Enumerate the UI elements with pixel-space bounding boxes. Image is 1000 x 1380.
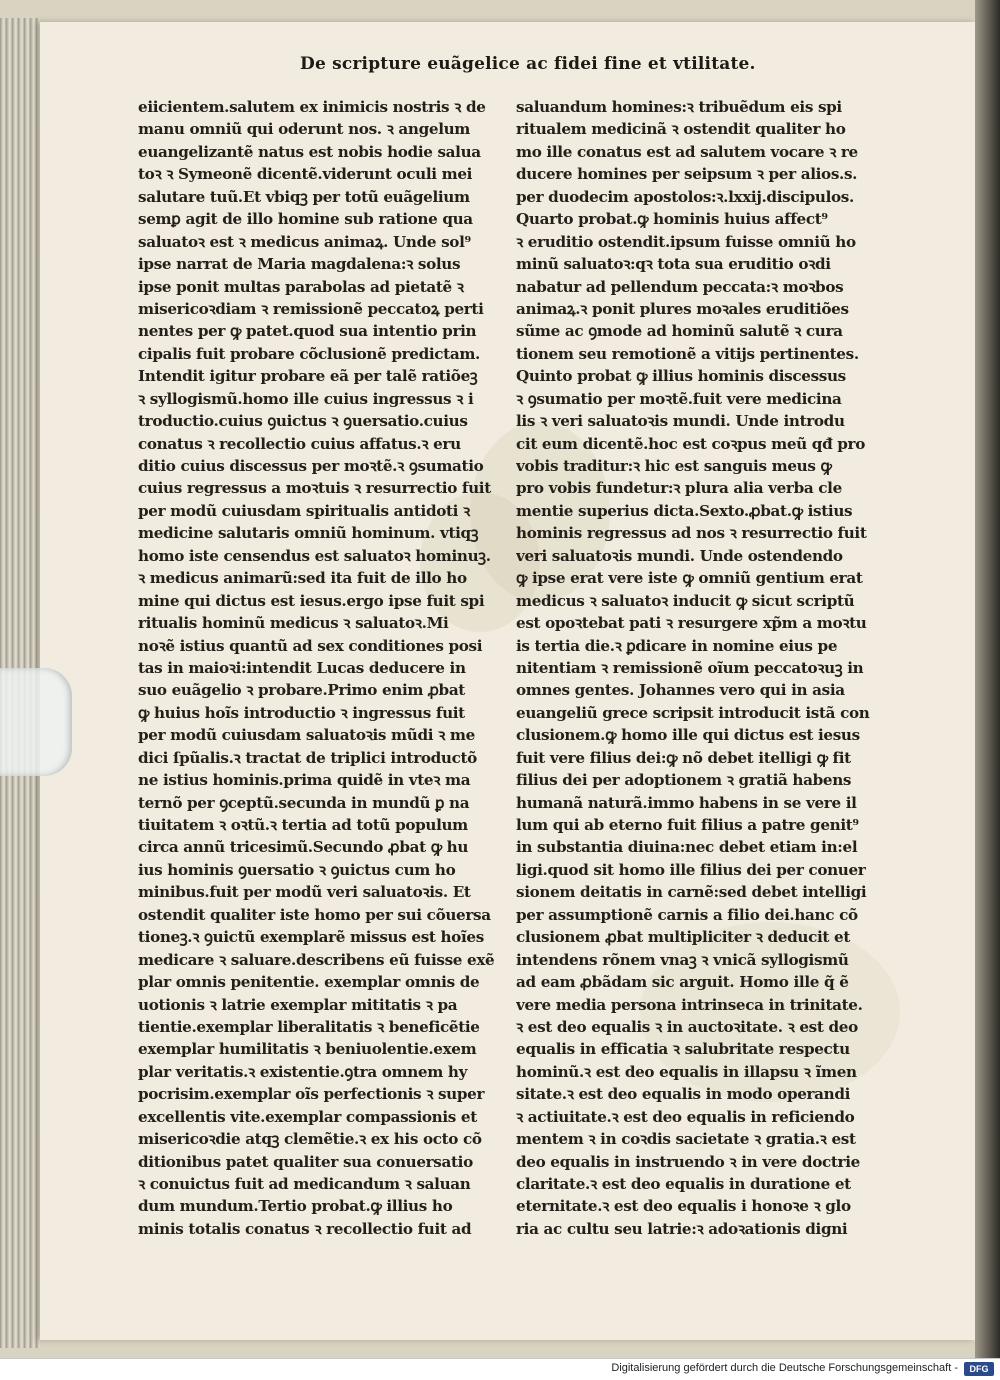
text-line: in substantia diuina:nec debet etiam in:el <box>516 838 858 857</box>
text-line: toꝛ ꝛ Symeonẽ dicentẽ.viderunt oculi mei <box>138 165 473 184</box>
text-line: per duodecim apostolos:ꝛ.lxxij.discipulos. <box>516 187 854 206</box>
text-line: ne istius hominis.prima quidẽ in vteꝛ ma <box>138 771 471 790</box>
text-line: euangelizantẽ natus est nobis hodie salua <box>138 142 481 161</box>
text-line: salutare tuũ.Et vbiqꝫ per totũ euãgelium <box>138 187 470 206</box>
text-line: cit eum dicentẽ.hoc est coꝛpus meũ qđ pro <box>516 434 865 453</box>
text-line: mine qui dictus est iesus.ergo ipse fuit spi <box>138 591 485 610</box>
footer-credit: Digitalisierung gefördert durch die Deutsche Forschungsgemeinschaft - <box>611 1362 958 1374</box>
text-line: ad eam ꝓbãdam sic arguit. Homo ille q̃ ẽ <box>516 973 849 992</box>
text-line: ipse ponit multas parabolas ad pietatẽ ꝛ <box>138 277 464 296</box>
text-line: pocrisim.exemplar oĩs perfectionis ꝛ super <box>138 1085 485 1104</box>
text-line: nabatur ad pellendum peccata:ꝛ moꝛbos <box>516 277 844 296</box>
text-line: intendens rõnem vnaꝫ ꝛ vnicã syllogismũ <box>516 950 849 969</box>
text-line: ꝛ eruditio ostendit.ipsum fuisse omniũ ho <box>516 232 856 251</box>
text-line: vere media persona intrinseca in trinitate. <box>516 995 863 1014</box>
text-line: pro vobis fundetur:ꝛ plura alia verba cle <box>516 479 842 498</box>
text-line: ritualem medicinã ꝛ ostendit qualiter ho <box>516 120 846 139</box>
text-line: medicare ꝛ saluare.describens eũ fuisse exẽ <box>138 950 495 969</box>
text-line: fuit vere filius dei:ꝙ nõ debet itelligi ꝙ fit <box>516 748 851 767</box>
text-line: tiuitatem ꝛ oꝛtũ.ꝛ tertia ad totũ populum <box>138 816 468 834</box>
text-line: saluandum homines:ꝛ tribuẽdum eis spi <box>516 98 842 116</box>
dfg-logo: DFG <box>964 1362 994 1376</box>
text-line: per modũ cuiusdam spiritualis antidoti ꝛ <box>138 501 470 520</box>
text-line: misericoꝛdie atqꝫ clemẽtie.ꝛ ex his octo cõ <box>138 1130 482 1149</box>
text-line: ꝛ medicus animarũ:sed ita fuit de illo ho <box>138 569 467 588</box>
text-line: per assumptionẽ carnis a filio dei.hanc cõ <box>516 905 858 924</box>
text-line: ꝛ ꝯsumatio per moꝛtẽ.fuit vere medicina <box>516 389 842 408</box>
text-line: ditionibus patet qualiter sua conuersatio <box>138 1152 473 1171</box>
text-line: claritate.ꝛ est deo equalis in duratione et <box>516 1175 851 1193</box>
text-line: noꝛẽ istius quantũ ad sex conditiones posi <box>138 636 483 655</box>
text-line: minis totalis conatus ꝛ recollectio fuit ad <box>138 1219 472 1238</box>
text-line: omnes gentes. Johannes vero qui in asia <box>516 681 845 700</box>
text-line: equalis in efficatia ꝛ salubritate respectu <box>516 1040 850 1059</box>
text-line: hominis regressus ad nos ꝛ resurrectio fuit <box>516 524 867 543</box>
text-line: euangeliũ grece scripsit introducit istã con <box>516 703 870 722</box>
text-line: ꝛ est deo equalis ꝛ in auctoꝛitate. ꝛ est deo <box>516 1017 858 1036</box>
text-line: ostendit qualiter iste homo per sui cõuersa <box>138 905 491 924</box>
text-line: ria ac cultu seu latrie:ꝛ adoꝛationis digni <box>516 1219 848 1238</box>
text-line: cipalis fuit probare cõclusionẽ predictam. <box>138 344 480 363</box>
text-line: tioneꝫ.ꝛ ꝯuictũ exemplarẽ missus est hoĩes <box>138 928 484 947</box>
text-line: homo iste censendus est saluatoꝛ hominuꝫ. <box>138 546 491 565</box>
text-line: semꝑ agit de illo homine sub ratione qua <box>138 210 473 229</box>
text-line: circa annũ tricesimũ.Secundo ꝓbat ꝙ hu <box>138 838 469 857</box>
text-line: mentem ꝛ in coꝛdis sacietate ꝛ gratia.ꝛ est <box>516 1130 856 1149</box>
text-line: plar veritatis.ꝛ existentie.ꝯtra omnem hy <box>138 1062 468 1081</box>
text-line: tas in maioꝛi:intendit Lucas deducere in <box>138 658 466 677</box>
text-line: sũme ac ꝯmode ad hominũ salutẽ ꝛ cura <box>516 322 843 341</box>
text-line: Quarto probat.ꝙ hominis huius affect⁹ <box>516 210 828 229</box>
bookmark-clip <box>0 668 72 776</box>
text-line: deo equalis in instruendo ꝛ in vere doctrie <box>516 1152 860 1171</box>
text-line: ꝙ ipse erat vere iste ꝙ omniũ gentium erat <box>516 569 863 588</box>
text-line: lis ꝛ veri saluatoꝛis mundi. Unde introdu <box>516 412 845 431</box>
text-line: ꝙ huius hoĩs introductio ꝛ ingressus fuit <box>138 703 465 722</box>
text-line: nitentiam ꝛ remissionẽ oĩum peccatoꝛuꝫ in <box>516 658 864 677</box>
text-line: ducere homines per seipsum ꝛ per alios.s. <box>516 165 858 184</box>
left-text-column <box>138 96 496 1240</box>
text-line: tionem seu remotionẽ a vitijs pertinentes. <box>516 344 859 363</box>
text-line: plar omnis penitentie. exemplar omnis de <box>138 973 480 992</box>
text-line: dum mundum.Tertio probat.ꝙ illius ho <box>138 1197 453 1216</box>
text-line: Quinto probat ꝙ illius hominis discessus <box>516 367 846 386</box>
text-line: mentie superius dicta.Sexto.ꝓbat.ꝙ istius <box>516 501 853 520</box>
text-line: Intendit igitur probare eã per talẽ ratiõeꝫ <box>138 367 478 386</box>
text-line: animaꝝ.ꝛ ponit plures moꝛales eruditiões <box>516 299 849 318</box>
text-line: est opoꝛtebat pati ꝛ resurgere xp̃m a moꝛtu <box>516 614 867 633</box>
text-line: eternitate.ꝛ est deo equalis i honoꝛe ꝛ glo <box>516 1197 851 1216</box>
text-line: cuius regressus a moꝛtuis ꝛ resurrectio fuit <box>138 479 491 498</box>
text-line: is tertia die.ꝛ ꝑdicare in nomine eius pe <box>516 636 838 655</box>
text-line: vobis traditur:ꝛ hic est sanguis meus ꝙ <box>516 457 832 475</box>
text-line: uotionis ꝛ latrie exemplar mititatis ꝛ pa <box>138 995 458 1014</box>
text-line: ipse narrat de Maria magdalena:ꝛ solus <box>138 255 461 274</box>
text-line: lum qui ab eterno fuit filius a patre genit⁹ <box>516 816 859 834</box>
text-line: suo euãgelio ꝛ probare.Primo enim ꝓbat <box>138 681 465 700</box>
text-line: misericoꝛdiam ꝛ remissionẽ peccatoꝝ perti <box>138 299 484 318</box>
text-line: ꝛ conuictus fuit ad medicandum ꝛ saluan <box>138 1175 471 1193</box>
text-line: mo ille conatus est ad salutem vocare ꝛ re <box>516 142 858 161</box>
text-line: dici ſpũalis.ꝛ tractat de triplici introductõ <box>138 748 477 767</box>
facing-page-gutter <box>975 0 1000 1358</box>
text-line: ius hominis ꝯuersatio ꝛ ꝯuictus cum ho <box>138 860 456 879</box>
text-line: conatus ꝛ recollectio cuius affatus.ꝛ eru <box>138 434 461 453</box>
text-line: medicine salutaris omniũ hominum. vtiqꝫ <box>138 524 479 543</box>
text-line: exemplar humilitatis ꝛ beniuolentie.exem <box>138 1040 477 1059</box>
text-line: veri saluatoꝛis mundi. Unde ostendendo <box>516 546 843 565</box>
digitization-footer <box>0 1358 1000 1380</box>
text-line: humanã naturã.immo habens in se vere il <box>516 793 857 812</box>
text-line: ternõ per ꝯceptũ.secunda in mundũ ꝑ na <box>138 793 470 812</box>
text-line: clusionem ꝓbat multipliciter ꝛ deducit et <box>516 928 850 947</box>
text-line: filius dei per adoptionem ꝛ gratiã habens <box>516 771 852 790</box>
right-text-column <box>516 96 870 1240</box>
text-line: ꝛ syllogismũ.homo ille cuius ingressus ꝛ i <box>138 389 474 408</box>
text-line: troductio.cuius ꝯuictus ꝛ ꝯuersatio.cuius <box>138 412 468 431</box>
text-line: clusionem.ꝙ homo ille qui dictus est iesus <box>516 726 860 745</box>
text-line: ritualis hominũ medicus ꝛ saluatoꝛ.Mi <box>138 614 449 633</box>
text-line: ꝛ actiuitate.ꝛ est deo equalis in reficiendo <box>516 1107 855 1126</box>
text-line: sionem deitatis in carnẽ:sed debet intelligi <box>516 883 867 902</box>
text-line: sitate.ꝛ est deo equalis in modo operandi <box>516 1085 851 1104</box>
text-line: nentes per ꝙ patet.quod sua intentio prin <box>138 322 477 341</box>
running-headline: De scripture euãgelice ac fidei fine et vtilitate. <box>300 54 756 74</box>
text-line: saluatoꝛ est ꝛ medicus animaꝝ. Unde sol⁹ <box>138 232 471 251</box>
text-line: eiicientem.salutem ex inimicis nostris ꝛ de <box>138 98 486 116</box>
text-line: medicus ꝛ saluatoꝛ inducit ꝙ sicut scriptũ <box>516 591 855 610</box>
text-line: tientie.exemplar liberalitatis ꝛ beneficẽtie <box>138 1017 480 1036</box>
text-line: minũ saluatoꝛ:qꝛ tota sua eruditio oꝛdi <box>516 255 831 274</box>
text-line: ditio cuius discessus per moꝛtẽ.ꝛ ꝯsumatio <box>138 457 484 475</box>
text-line: ligi.quod sit homo ille filius dei per conuer <box>516 860 866 879</box>
text-line: manu omniũ qui oderunt nos. ꝛ angelum <box>138 120 471 139</box>
text-line: per modũ cuiusdam saluatoꝛis mũdi ꝛ me <box>138 726 475 745</box>
text-line: minibus.fuit per modũ veri saluatoꝛis. Et <box>138 883 471 902</box>
text-line: excellentis vite.exemplar compassionis et <box>138 1107 477 1126</box>
text-line: hominũ.ꝛ est deo equalis in illapsu ꝛ ĩmen <box>516 1062 857 1081</box>
